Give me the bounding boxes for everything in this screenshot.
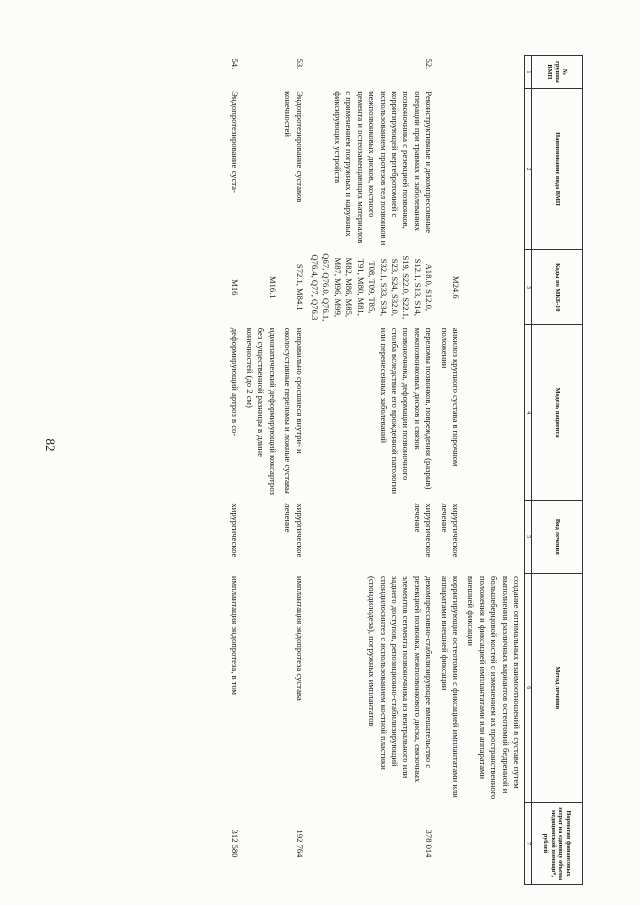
table-row (226, 56, 241, 885)
header-treatment: Вид лечения (532, 500, 583, 573)
patient-cell: идиопатический деформирующий коксартроз без существенной разницы в длине конечностей (до 2 см) (245, 327, 278, 495)
patient-cell: переломы позвонков, повреждения (разрыв) межпозвонковых дисков и связок позвоночника, деформации позвоночного столба вследствие его врожденной патологии или перенесенных заболеваний (378, 327, 435, 495)
cost-cell (242, 803, 280, 885)
treatment-cell: хирургическое лечение (283, 503, 305, 558)
treatment-cell (463, 500, 525, 573)
header-method: Метод лечения (532, 573, 583, 802)
column-number: 2 (525, 88, 532, 250)
name-cell: Реконструктивные и декомпрессивные операции при травмах и заболеваниях позвоночника с резекцией позвонков, корригирующей вертебротомией с использованием протезов тел позвонков и межпозвонковых дисков, костного цемента и остеозамещающих материалов с применением погружных и наружных фиксирующих устройств (332, 91, 435, 246)
method-cell: имплантация эндопротеза, в том (229, 576, 240, 695)
group-cell: 53. (294, 58, 305, 70)
name-cell (436, 88, 463, 250)
treatment-cell: хирургическое лечение (439, 503, 461, 558)
patient-cell (463, 325, 525, 501)
header-name: Наименование вида ВМП (532, 88, 583, 250)
vmp-table (226, 55, 583, 885)
method-cell: декомпрессивно-стабилизирующее вмешательство с резекцией позвонка, межпозвонкового диска, связочных элементов сегмента позвоночника из вентрального или заднего доступов, репозиционно-стабилизирующий спондилосинтез с использованием костной пластики (спондилодеза), погружных имплантатов (367, 576, 435, 783)
cost-cell (463, 803, 525, 885)
treatment-cell: хирургическое лечение (412, 503, 435, 558)
group-cell (463, 56, 525, 89)
group-cell: 52. (424, 58, 435, 70)
treatment-cell: хирургическое (229, 503, 240, 558)
header-codes: Коды по МКБ-10 (532, 250, 583, 325)
codes-cell (463, 250, 525, 325)
header-group: № группы ВМП (532, 56, 583, 89)
table-row (280, 56, 307, 885)
column-number: 7 (525, 803, 532, 885)
table-header-row (532, 56, 583, 885)
table-column-numbers (525, 56, 532, 885)
column-number: 6 (525, 573, 532, 802)
method-cell: корригирующие остеотомии с фиксацией имплантатами или аппаратами внешней фиксации (439, 576, 461, 798)
group-cell: 54. (229, 58, 240, 70)
group-cell (242, 56, 280, 89)
page-number: 82 (43, 438, 58, 452)
table-row (463, 56, 525, 885)
column-number: 5 (525, 500, 532, 573)
method-cell (242, 573, 280, 802)
name-cell: Эндопротезирование суставов конечностей (283, 91, 305, 203)
name-cell (463, 88, 525, 250)
header-patient: Модель пациента (532, 325, 583, 501)
method-cell: имплантация эндопротеза сустава (294, 576, 305, 701)
cost-cell (436, 803, 463, 885)
codes-cell: M16.1 (267, 275, 278, 299)
header-cost: Норматив финансовых затрат на единицу объема медицинской помощи*, рублей (532, 803, 583, 885)
treatment-cell (242, 500, 280, 573)
group-cell (436, 56, 463, 89)
codes-cell: M16 (229, 279, 240, 296)
name-cell (242, 88, 280, 250)
codes-cell: M24.6 (450, 275, 461, 299)
codes-cell: A18.0, S12.0, S12.1, S13, S14, S19, S22.0, S22.1, S23, S24, S32.0, S32.1, S33, S34, T08, T09, T85, T91, M80, M81, M82, M86, M85, M87, M96, M99, Q67, Q76.0, Q76.1, Q76.4, Q77, Q76.3 (310, 253, 435, 322)
column-number: 3 (525, 250, 532, 325)
method-cell: создание оптимальных взаимоотношений в суставе путем выполнения различных вариантов остеотомий бедренной и большеберцовой костей с изменением их пространственного положения и фиксацией имплантатами или аппаратами внешней фиксации (466, 576, 522, 800)
table-row (307, 56, 436, 885)
cost-cell: 192 764 (294, 829, 305, 858)
patient-cell: анкилоз крупного сустава в порочном положении (439, 327, 461, 467)
cost-cell: 378 014 (424, 829, 435, 858)
cost-cell: 312 580 (229, 829, 240, 858)
column-number: 4 (525, 325, 532, 501)
patient-cell: деформирующий артроз в со- (229, 327, 240, 437)
patient-cell: неправильно сросшиеся внутри- и околосуставные переломы и ложные суставы (283, 327, 305, 494)
table-row (436, 56, 463, 885)
column-number: 1 (525, 56, 532, 89)
table-row (242, 56, 280, 885)
codes-cell: S72.1, M84.1 (294, 263, 305, 311)
name-cell: Эндопротезирование суста- (229, 91, 240, 193)
